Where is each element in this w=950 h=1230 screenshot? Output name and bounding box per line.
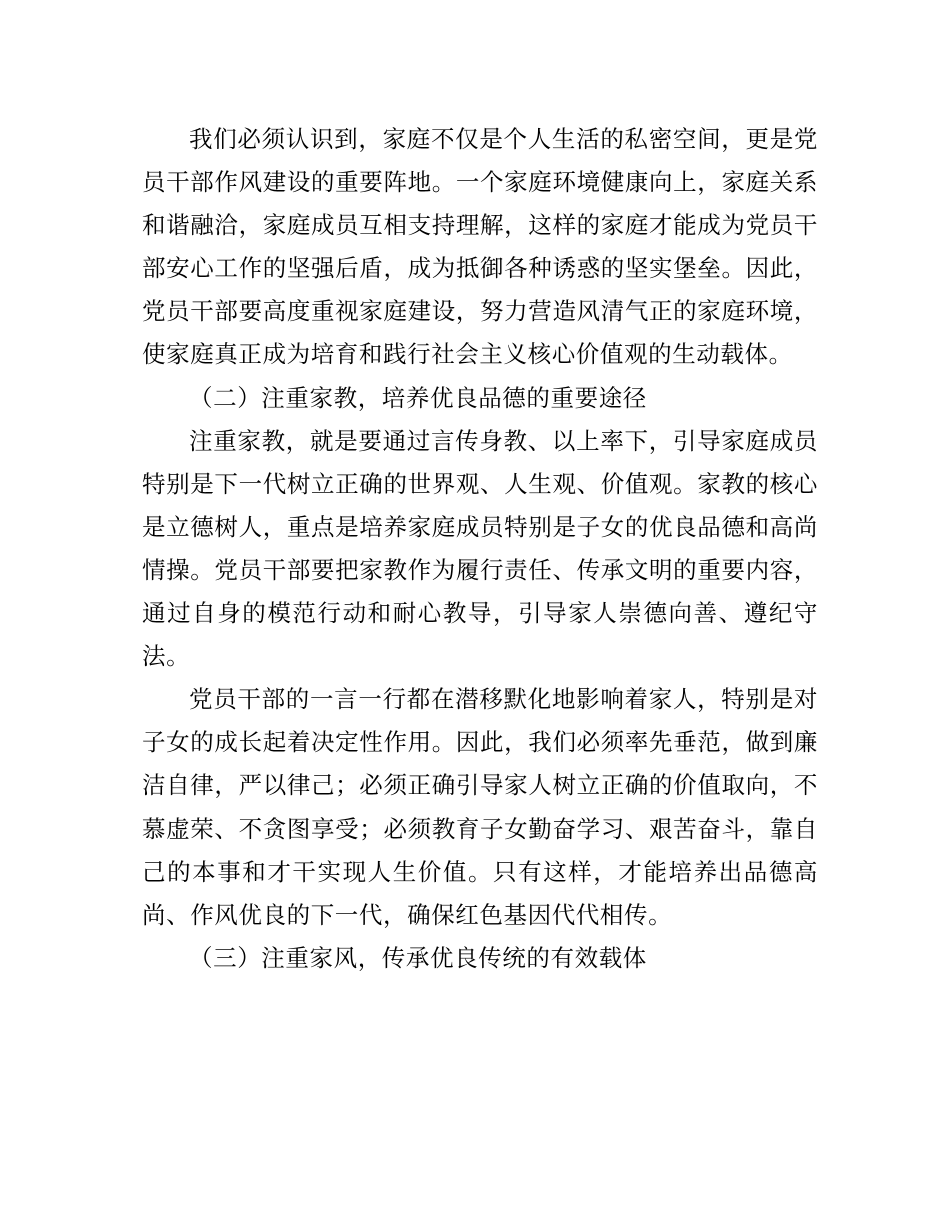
section-heading-family-tradition: （三）注重家风，传承优良传统的有效载体 (189, 943, 647, 972)
section-heading-family-education: （二）注重家教，培养优良品德的重要途径 (189, 383, 647, 412)
paragraph-family-education: 注重家教，就是要通过言传身教、以上率下，引导家庭成员特别是下一代树立正确的世界观、人生观、价值观。家教的核心是立德树人，重点是培养家庭成员特别是子女的优良品德和高尚情操。党员干部要把家教作为履行责任、传承文明的重要内容，通过自身的模范行动和耐心教导，引导家人崇德向善、遵纪守法。 (142, 426, 818, 671)
paragraph-family-importance: 我们必须认识到，家庭不仅是个人生活的私密空间，更是党员干部作风建设的重要阵地。一个家庭环境健康向上，家庭关系和谐融洽，家庭成员互相支持理解，这样的家庭才能成为党员干部安心工作的坚强后盾，成为抵御各种诱惑的坚实堡垒。因此，党员干部要高度重视家庭建设，努力营造风清气正的家庭环境，使家庭真正成为培育和践行社会主义核心价值观的生动载体。 (142, 125, 818, 369)
document-page (142, 118, 818, 980)
paragraph-leading-by-example: 党员干部的一言一行都在潜移默化地影响着家人，特别是对子女的成长起着决定性作用。因此，我们必须率先垂范，做到廉洁自律，严以律己；必须正确引导家人树立正确的价值取向，不慕虚荣、不贪图享受；必须教育子女勤奋学习、艰苦奋斗，靠自己的本事和才干实现人生价值。只有这样，才能培养出品德高尚、作风优良的下一代，确保红色基因代代相传。 (142, 685, 818, 929)
